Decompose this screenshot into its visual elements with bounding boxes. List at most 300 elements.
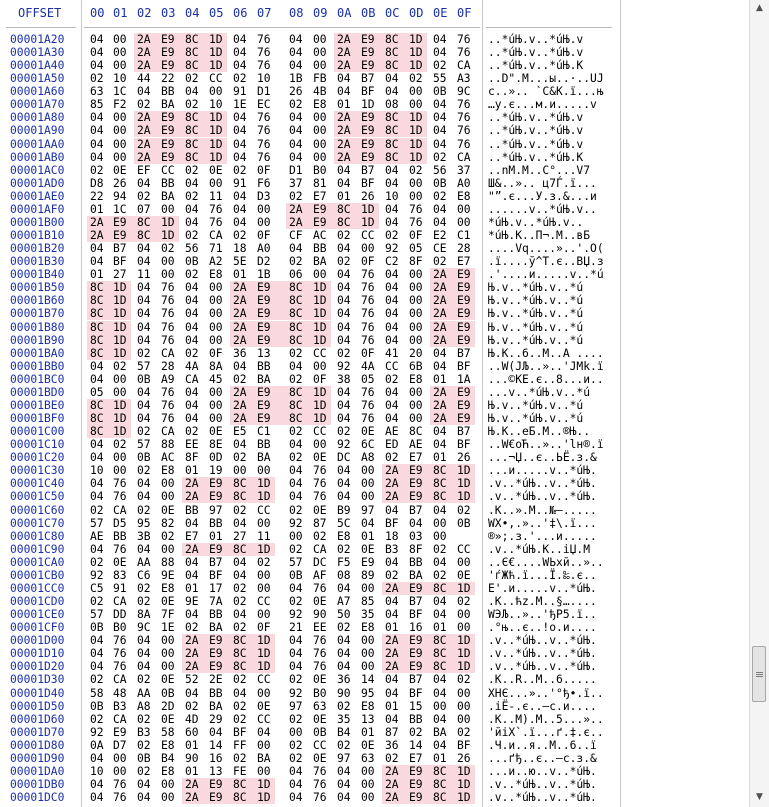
hex-byte[interactable]: 0B	[313, 725, 327, 739]
hex-byte[interactable]: 55	[433, 72, 447, 86]
hex-byte[interactable]: F2	[113, 98, 127, 112]
hex-byte[interactable]: 04	[137, 477, 151, 491]
hex-byte[interactable]: 04	[385, 686, 399, 700]
hex-byte[interactable]: E8	[161, 581, 175, 595]
hex-byte[interactable]: 04	[337, 163, 351, 177]
hex-byte[interactable]: 00	[113, 764, 127, 778]
hex-byte[interactable]: 1D	[257, 490, 271, 504]
hex-byte[interactable]: E9	[457, 320, 471, 334]
hex-byte[interactable]: 22	[90, 189, 104, 203]
hex-byte[interactable]: 04	[289, 490, 303, 504]
hex-byte[interactable]: 10	[90, 464, 104, 478]
ascii-text[interactable]: Њ.v..*úЊ.v..*ú	[488, 333, 584, 347]
hex-byte[interactable]: 02	[257, 555, 271, 569]
hex-byte[interactable]: 00	[257, 516, 271, 530]
hex-byte[interactable]: E7	[409, 451, 423, 465]
hex-byte[interactable]: 8A	[209, 359, 223, 373]
hex-byte[interactable]: 02	[233, 712, 247, 726]
hex-byte[interactable]: 03	[409, 529, 423, 543]
hex-byte[interactable]: CC	[313, 738, 327, 752]
hex-byte[interactable]: E8	[161, 764, 175, 778]
hex-byte[interactable]: 8C	[337, 215, 351, 229]
hex-byte[interactable]: 8C	[90, 307, 104, 321]
hex-byte[interactable]: 02	[433, 568, 447, 582]
hex-row[interactable]	[0, 360, 749, 373]
hex-byte[interactable]: 00	[161, 202, 175, 216]
ascii-text[interactable]: .'....и.....v..*ú	[488, 268, 604, 282]
hex-byte[interactable]: 04	[137, 294, 151, 308]
hex-byte[interactable]: 02	[313, 529, 327, 543]
hex-byte[interactable]: 76	[257, 46, 271, 60]
hex-byte[interactable]: 02	[433, 150, 447, 164]
hex-row[interactable]	[0, 307, 749, 320]
hex-byte[interactable]: 3B	[137, 529, 151, 543]
hex-byte[interactable]: 04	[233, 111, 247, 125]
hex-byte[interactable]: CA	[113, 503, 127, 517]
hex-byte[interactable]: 1D	[457, 477, 471, 491]
hex-byte[interactable]: 01	[433, 751, 447, 765]
hex-byte[interactable]: 02	[457, 725, 471, 739]
hex-byte[interactable]: 2A	[289, 215, 303, 229]
hex-byte[interactable]: 00	[409, 307, 423, 321]
hex-byte[interactable]: 01	[433, 372, 447, 386]
hex-byte[interactable]: CA	[313, 542, 327, 556]
hex-byte[interactable]: 8C	[433, 581, 447, 595]
hex-byte[interactable]: E8	[161, 464, 175, 478]
hex-byte[interactable]: 01	[185, 581, 199, 595]
hex-byte[interactable]: 94	[113, 189, 127, 203]
hex-byte[interactable]: 8C	[289, 320, 303, 334]
hex-byte[interactable]: AE	[385, 425, 399, 439]
hex-byte[interactable]: 02	[233, 751, 247, 765]
hex-byte[interactable]: 11	[209, 189, 223, 203]
hex-byte[interactable]: E9	[409, 581, 423, 595]
hex-byte[interactable]: 00	[409, 176, 423, 190]
hex-byte[interactable]: 00	[313, 33, 327, 46]
hex-byte[interactable]: 05	[90, 385, 104, 399]
hex-byte[interactable]: 63	[313, 699, 327, 713]
hex-byte[interactable]: 92	[90, 568, 104, 582]
hex-byte[interactable]: 04	[337, 777, 351, 791]
hex-byte[interactable]: AA	[137, 555, 151, 569]
hex-byte[interactable]: 0B	[433, 176, 447, 190]
hex-byte[interactable]: 04	[233, 46, 247, 60]
hex-byte[interactable]: 00	[257, 608, 271, 622]
hex-byte[interactable]: 1D	[209, 137, 223, 151]
hex-byte[interactable]: 04	[289, 464, 303, 478]
hex-byte[interactable]: 04	[433, 137, 447, 151]
hex-byte[interactable]: 2A	[337, 46, 351, 60]
hex-byte[interactable]: 76	[313, 490, 327, 504]
hex-byte[interactable]: BB	[161, 85, 175, 99]
hex-byte[interactable]: 04	[289, 59, 303, 73]
hex-byte[interactable]: 00	[257, 568, 271, 582]
hex-byte[interactable]: 02	[185, 268, 199, 282]
hex-byte[interactable]: 76	[313, 581, 327, 595]
ascii-text[interactable]: ...и..ю..v..*úЊ.	[488, 764, 597, 778]
hex-byte[interactable]: E2	[433, 229, 447, 243]
hex-byte[interactable]: 00	[161, 777, 175, 791]
hex-byte[interactable]: 38	[337, 372, 351, 386]
ascii-text[interactable]: WЭЉ..»..'ђP5.ї..	[488, 608, 597, 622]
hex-byte[interactable]: 00	[209, 281, 223, 295]
hex-byte[interactable]: 04	[137, 398, 151, 412]
hex-byte[interactable]: 26	[457, 451, 471, 465]
hex-byte[interactable]: 04	[385, 320, 399, 334]
ascii-text[interactable]: *úЊ.К..П¬.М..вБ	[488, 229, 591, 243]
hex-byte[interactable]: BB	[313, 242, 327, 256]
hex-byte[interactable]: 04	[137, 176, 151, 190]
hex-byte[interactable]: E9	[361, 137, 375, 151]
hex-byte[interactable]: 04	[185, 608, 199, 622]
hex-byte[interactable]: 00	[457, 621, 471, 635]
hex-byte[interactable]: 2A	[433, 412, 447, 426]
hex-byte[interactable]: 02	[289, 595, 303, 608]
hex-byte[interactable]: 92	[337, 359, 351, 373]
hex-byte[interactable]: BF	[457, 438, 471, 452]
hex-byte[interactable]: 8C	[433, 634, 447, 648]
hex-row[interactable]	[0, 660, 749, 673]
hex-byte[interactable]: 0B	[161, 686, 175, 700]
ascii-text[interactable]: .ї....ў^Т.є..ВЏ.з	[488, 255, 604, 269]
hex-row[interactable]	[0, 634, 749, 647]
hex-byte[interactable]: 02	[289, 346, 303, 360]
hex-byte[interactable]: 1D	[161, 229, 175, 243]
hex-byte[interactable]: 13	[361, 712, 375, 726]
ascii-text[interactable]: ..nМ.М..С°...V7	[488, 163, 591, 177]
hex-byte[interactable]: 8C	[433, 660, 447, 674]
hex-byte[interactable]: 0E	[361, 542, 375, 556]
hex-byte[interactable]: 0B	[457, 516, 471, 530]
hex-byte[interactable]: 00	[409, 385, 423, 399]
hex-byte[interactable]: 8C	[233, 777, 247, 791]
hex-byte[interactable]: 41	[385, 346, 399, 360]
hex-byte[interactable]: 4D	[185, 712, 199, 726]
hex-byte[interactable]: 04	[385, 85, 399, 99]
hex-byte[interactable]: 01	[185, 738, 199, 752]
hex-byte[interactable]: 76	[313, 647, 327, 661]
hex-byte[interactable]: A7	[337, 595, 351, 608]
hex-byte[interactable]: E9	[257, 333, 271, 347]
hex-byte[interactable]: BA	[257, 751, 271, 765]
hex-byte[interactable]: 04	[233, 516, 247, 530]
hex-byte[interactable]: 02	[233, 595, 247, 608]
hex-row[interactable]	[0, 255, 749, 268]
hex-byte[interactable]: 76	[457, 33, 471, 46]
hex-byte[interactable]: 76	[209, 202, 223, 216]
hex-row[interactable]	[0, 151, 749, 164]
hex-byte[interactable]: 2A	[385, 777, 399, 791]
hex-row[interactable]	[0, 216, 749, 229]
hex-byte[interactable]: E9	[161, 124, 175, 138]
hex-byte[interactable]: 04	[233, 137, 247, 151]
hex-byte[interactable]: 2A	[433, 281, 447, 295]
hex-byte[interactable]: 1D	[457, 647, 471, 661]
hex-row[interactable]	[0, 569, 749, 582]
hex-byte[interactable]: E9	[209, 660, 223, 674]
hex-byte[interactable]: 04	[337, 464, 351, 478]
ascii-text[interactable]: ...v..*úЊ.v..*ú	[488, 385, 591, 399]
hex-byte[interactable]: E7	[313, 189, 327, 203]
ascii-text[interactable]: .К..M).М..5...»..	[488, 712, 604, 726]
hex-byte[interactable]: 2A	[137, 46, 151, 60]
hex-byte[interactable]: 04	[137, 242, 151, 256]
hex-byte[interactable]: 2A	[233, 281, 247, 295]
hex-byte[interactable]: 0E	[457, 568, 471, 582]
hex-byte[interactable]: 04	[337, 398, 351, 412]
hex-byte[interactable]: 04	[185, 555, 199, 569]
hex-byte[interactable]: D3	[257, 189, 271, 203]
hex-byte[interactable]: 00	[257, 202, 271, 216]
ascii-text[interactable]: Њ.v..*úЊ.v..*ú	[488, 398, 584, 412]
hex-byte[interactable]: 18	[233, 242, 247, 256]
hex-byte[interactable]: 04	[337, 385, 351, 399]
hex-byte[interactable]: 04	[90, 59, 104, 73]
hex-byte[interactable]: 0E	[161, 673, 175, 687]
hex-byte[interactable]: 02	[289, 738, 303, 752]
hex-byte[interactable]: 04	[337, 490, 351, 504]
ascii-text[interactable]: …у.є...м.и.....v	[488, 98, 597, 112]
hex-byte[interactable]: 04	[137, 647, 151, 661]
hex-byte[interactable]: 04	[385, 503, 399, 517]
hex-byte[interactable]: 1D	[257, 777, 271, 791]
hex-byte[interactable]: 26	[113, 176, 127, 190]
hex-row[interactable]	[0, 752, 749, 765]
hex-byte[interactable]: CA	[209, 229, 223, 243]
ascii-text[interactable]: .іЁ-.є..—c.и....	[488, 699, 597, 713]
hex-byte[interactable]: D8	[90, 176, 104, 190]
hex-byte[interactable]: 04	[289, 791, 303, 805]
hex-byte[interactable]: 26	[361, 189, 375, 203]
hex-byte[interactable]: 00	[457, 712, 471, 726]
hex-byte[interactable]: E7	[185, 529, 199, 543]
hex-byte[interactable]: F6	[257, 176, 271, 190]
hex-byte[interactable]: 81	[313, 176, 327, 190]
hex-byte[interactable]: 04	[385, 176, 399, 190]
hex-byte[interactable]: 00	[161, 647, 175, 661]
hex-byte[interactable]: 10	[113, 72, 127, 86]
hex-byte[interactable]: C2	[385, 255, 399, 269]
hex-byte[interactable]: 89	[361, 568, 375, 582]
hex-row[interactable]	[0, 72, 749, 85]
hex-byte[interactable]: 04	[185, 202, 199, 216]
hex-byte[interactable]: 04	[433, 346, 447, 360]
hex-byte[interactable]: ED	[385, 438, 399, 452]
hex-row[interactable]	[0, 399, 749, 412]
hex-byte[interactable]: 04	[90, 634, 104, 648]
hex-byte[interactable]: 02	[233, 673, 247, 687]
hex-row[interactable]	[0, 33, 749, 46]
hex-byte[interactable]: 02	[433, 59, 447, 73]
hex-byte[interactable]: 04	[337, 477, 351, 491]
hex-byte[interactable]: AF	[313, 568, 327, 582]
hex-byte[interactable]: E9	[161, 137, 175, 151]
hex-byte[interactable]: 8C	[233, 647, 247, 661]
hex-byte[interactable]: 1D	[409, 150, 423, 164]
hex-byte[interactable]: 2A	[337, 111, 351, 125]
hex-byte[interactable]: B9	[337, 503, 351, 517]
hex-byte[interactable]: 01	[433, 621, 447, 635]
hex-byte[interactable]: 1D	[409, 33, 423, 46]
hex-byte[interactable]: 57	[137, 438, 151, 452]
hex-byte[interactable]: 04	[385, 294, 399, 308]
hex-row[interactable]	[0, 713, 749, 726]
hex-byte[interactable]: 04	[90, 33, 104, 46]
hex-byte[interactable]: 04	[289, 33, 303, 46]
hex-byte[interactable]: 97	[289, 699, 303, 713]
hex-byte[interactable]: 04	[209, 725, 223, 739]
hex-byte[interactable]: 04	[90, 660, 104, 674]
hex-byte[interactable]: CA	[113, 673, 127, 687]
hex-byte[interactable]: 04	[289, 647, 303, 661]
hex-byte[interactable]: 76	[313, 477, 327, 491]
hex-byte[interactable]: E9	[209, 777, 223, 791]
hex-byte[interactable]: 8F	[409, 542, 423, 556]
hex-byte[interactable]: 00	[209, 385, 223, 399]
hex-byte[interactable]: 0B	[90, 699, 104, 713]
hex-byte[interactable]: A9	[161, 372, 175, 386]
hex-byte[interactable]: 1D	[457, 581, 471, 595]
hex-byte[interactable]: E9	[113, 725, 127, 739]
hex-byte[interactable]: E8	[409, 372, 423, 386]
hex-byte[interactable]: E9	[457, 385, 471, 399]
hex-byte[interactable]: 2A	[385, 660, 399, 674]
hex-byte[interactable]: 02	[233, 229, 247, 243]
hex-byte[interactable]: 04	[337, 764, 351, 778]
hex-byte[interactable]: D2	[257, 255, 271, 269]
hex-byte[interactable]: 04	[337, 85, 351, 99]
hex-byte[interactable]: 04	[289, 137, 303, 151]
hex-byte[interactable]: 00	[409, 85, 423, 99]
hex-byte[interactable]: 0D	[209, 451, 223, 465]
ascii-text[interactable]: .v..*úЊ..v..*úЊ.	[488, 634, 597, 648]
hex-byte[interactable]: 00	[409, 320, 423, 334]
hex-byte[interactable]: E9	[209, 477, 223, 491]
hex-byte[interactable]: 4B	[313, 85, 327, 99]
hex-byte[interactable]: 04	[185, 385, 199, 399]
hex-byte[interactable]: 76	[313, 791, 327, 805]
hex-byte[interactable]: 04	[433, 46, 447, 60]
scrollbar-thumb[interactable]	[752, 646, 766, 702]
hex-byte[interactable]: 95	[137, 516, 151, 530]
hex-byte[interactable]: E9	[257, 281, 271, 295]
hex-byte[interactable]: 76	[361, 333, 375, 347]
hex-byte[interactable]: 04	[385, 595, 399, 608]
hex-byte[interactable]: BA	[313, 255, 327, 269]
ascii-text[interactable]: ..*úЊ.v..*úЊ.v	[488, 33, 584, 46]
hex-byte[interactable]: E9	[161, 46, 175, 60]
hex-byte[interactable]: 0F	[257, 621, 271, 635]
ascii-text[interactable]: 'йіX`.ї...ґ.‡.є..	[488, 725, 604, 739]
hex-byte[interactable]: E8	[457, 189, 471, 203]
ascii-text[interactable]: .v..*úЊ..v..*úЊ.	[488, 791, 597, 805]
hex-byte[interactable]: 00	[113, 124, 127, 138]
hex-byte[interactable]: B3	[385, 542, 399, 556]
hex-byte[interactable]: 04	[385, 398, 399, 412]
hex-row[interactable]	[0, 438, 749, 451]
hex-row[interactable]	[0, 373, 749, 386]
hex-byte[interactable]: B4	[337, 725, 351, 739]
hex-byte[interactable]: 36	[337, 673, 351, 687]
hex-byte[interactable]: 04	[337, 242, 351, 256]
hex-byte[interactable]: E7	[457, 255, 471, 269]
ascii-text[interactable]: ..W€оЋ..»..'lн®.ї	[488, 438, 604, 452]
hex-byte[interactable]: 2A	[185, 634, 199, 648]
hex-byte[interactable]: E9	[361, 46, 375, 60]
hex-byte[interactable]: 8C	[289, 412, 303, 426]
hex-byte[interactable]: 37	[457, 163, 471, 177]
hex-byte[interactable]: 88	[161, 438, 175, 452]
hex-byte[interactable]: CC	[361, 229, 375, 243]
hex-byte[interactable]: 02	[289, 425, 303, 439]
hex-byte[interactable]: E9	[361, 33, 375, 46]
hex-byte[interactable]: E9	[361, 59, 375, 73]
hex-byte[interactable]: 02	[337, 542, 351, 556]
hex-byte[interactable]: B7	[409, 595, 423, 608]
hex-byte[interactable]: 8C	[233, 660, 247, 674]
hex-byte[interactable]: 00	[457, 699, 471, 713]
hex-byte[interactable]: BB	[209, 608, 223, 622]
hex-byte[interactable]: B7	[361, 72, 375, 86]
hex-byte[interactable]: 01	[385, 699, 399, 713]
hex-byte[interactable]: BF	[361, 176, 375, 190]
hex-byte[interactable]: 04	[433, 215, 447, 229]
hex-byte[interactable]: 8C	[289, 294, 303, 308]
hex-byte[interactable]: 2A	[337, 150, 351, 164]
hex-row[interactable]	[0, 556, 749, 569]
hex-byte[interactable]: AC	[161, 451, 175, 465]
hex-byte[interactable]: CC	[385, 359, 399, 373]
hex-byte[interactable]: B7	[113, 242, 127, 256]
hex-byte[interactable]: 91	[113, 581, 127, 595]
hex-byte[interactable]: 0E	[161, 503, 175, 517]
hex-byte[interactable]: 02	[337, 255, 351, 269]
hex-byte[interactable]: B7	[409, 673, 423, 687]
hex-byte[interactable]: 0B	[185, 255, 199, 269]
scroll-up-icon[interactable]: ▲	[756, 3, 763, 13]
hex-byte[interactable]: 04	[337, 176, 351, 190]
hex-byte[interactable]: 92	[289, 516, 303, 530]
hex-byte[interactable]: 8C	[337, 202, 351, 216]
hex-byte[interactable]: 00	[209, 307, 223, 321]
hex-byte[interactable]: 02	[113, 359, 127, 373]
hex-byte[interactable]: 04	[185, 307, 199, 321]
hex-byte[interactable]: 56	[433, 163, 447, 177]
hex-byte[interactable]: 04	[385, 555, 399, 569]
hex-byte[interactable]: 35	[361, 608, 375, 622]
hex-byte[interactable]: 00	[313, 59, 327, 73]
hex-byte[interactable]: 27	[113, 268, 127, 282]
hex-byte[interactable]: 76	[361, 412, 375, 426]
hex-byte[interactable]: 02	[385, 451, 399, 465]
hex-byte[interactable]: CC	[257, 503, 271, 517]
hex-byte[interactable]: 08	[337, 568, 351, 582]
hex-byte[interactable]: 0F	[257, 229, 271, 243]
hex-byte[interactable]: 04	[185, 412, 199, 426]
hex-byte[interactable]: 76	[161, 333, 175, 347]
hex-byte[interactable]: 14	[209, 738, 223, 752]
hex-byte[interactable]: 04	[337, 294, 351, 308]
hex-row[interactable]	[0, 530, 749, 543]
ascii-text[interactable]: ...и.....v..*úЊ.	[488, 464, 597, 478]
hex-byte[interactable]: BA	[257, 451, 271, 465]
hex-row[interactable]	[0, 543, 749, 556]
hex-byte[interactable]: 76	[457, 46, 471, 60]
hex-byte[interactable]: FB	[313, 72, 327, 86]
hex-byte[interactable]: 00	[113, 464, 127, 478]
hex-byte[interactable]: 76	[161, 307, 175, 321]
hex-byte[interactable]: 76	[209, 215, 223, 229]
